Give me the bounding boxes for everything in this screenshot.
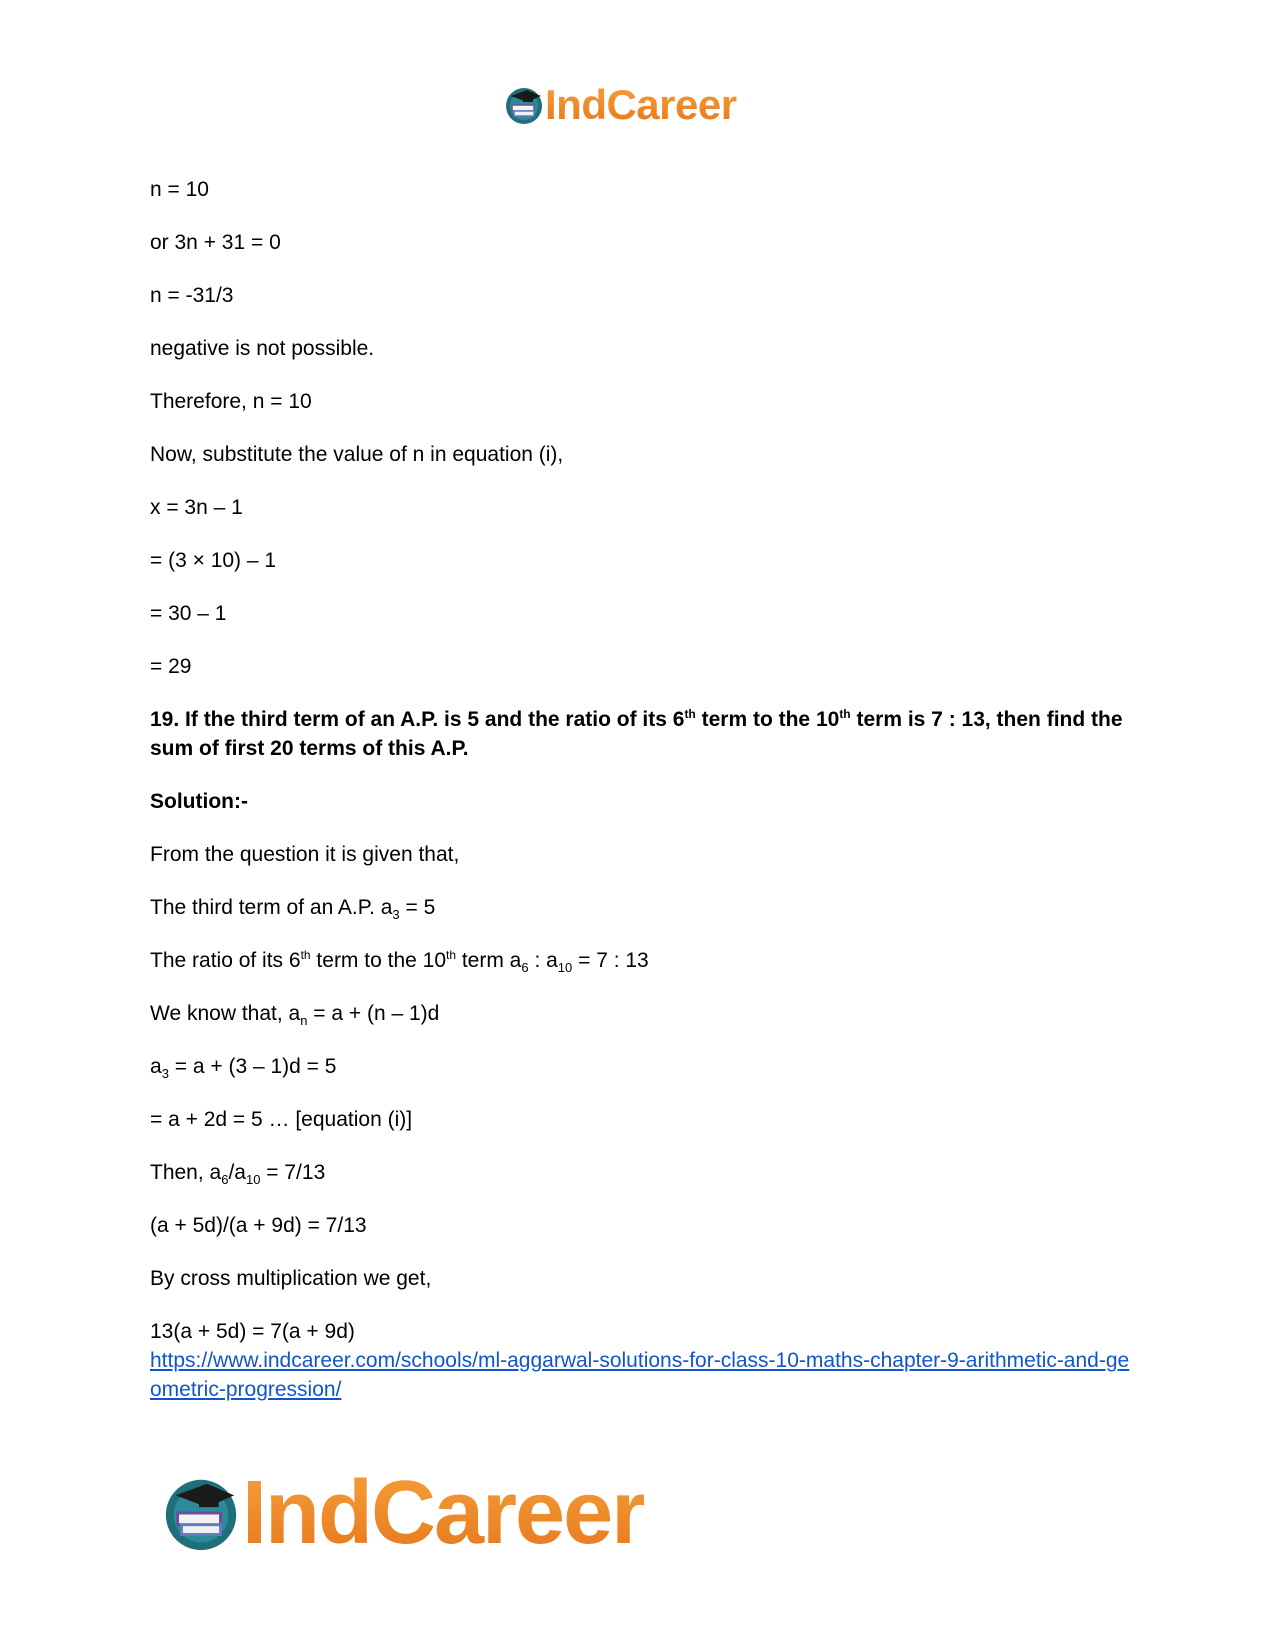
subscript: 3 xyxy=(392,907,400,923)
subscript: 6 xyxy=(221,1172,229,1188)
text-line xyxy=(150,893,435,922)
text-line: x = 3n – 1 xyxy=(150,496,243,519)
source-link[interactable]: https://www.indcareer.com/schools/ml-aggarwal-solutions-for-class-10-maths-chapter-9-arithmetic-and-geometric-progression/ xyxy=(150,1349,1130,1401)
subscript: 6 xyxy=(521,960,529,976)
superscript: th xyxy=(300,948,311,962)
text-segment: The third term of an A.P. a xyxy=(150,896,393,919)
subscript: 10 xyxy=(557,960,573,976)
text-segment: /a xyxy=(228,1161,246,1184)
superscript: th xyxy=(446,948,457,962)
text-segment: term a xyxy=(456,949,522,972)
graduation-globe-icon xyxy=(503,84,545,126)
text-line xyxy=(150,946,649,975)
subscript: 3 xyxy=(161,1066,169,1082)
text-line: = a + 2d = 5 … [equation (i)] xyxy=(150,1108,413,1131)
text-segment: = 7 : 13 xyxy=(572,949,649,972)
logo-wordmark: IndCareer xyxy=(545,81,737,128)
text-segment: a xyxy=(150,1055,162,1078)
text-line: By cross multiplication we get, xyxy=(150,1267,432,1290)
text-line xyxy=(150,1052,336,1081)
text-line: = 29 xyxy=(150,655,192,678)
text-line: Therefore, n = 10 xyxy=(150,390,312,413)
text-line: negative is not possible. xyxy=(150,337,375,360)
text-segment: Then, a xyxy=(150,1161,222,1184)
text-line xyxy=(150,999,439,1028)
text-line: From the question it is given that, xyxy=(150,843,460,866)
text-line xyxy=(150,1158,325,1187)
text-segment: The ratio of its 6 xyxy=(150,949,301,972)
text-segment: term to the 10 xyxy=(310,949,446,972)
superscript: th xyxy=(684,707,696,721)
question-text: 19. If the third term of an A.P. is 5 and the ratio of its 6 xyxy=(150,708,685,731)
text-line: (a + 5d)/(a + 9d) = 7/13 xyxy=(150,1214,367,1237)
text-segment: = a + (n – 1)d xyxy=(307,1002,440,1025)
text-line: or 3n + 31 = 0 xyxy=(150,231,281,254)
text-segment: = 7/13 xyxy=(260,1161,326,1184)
text-line: n = 10 xyxy=(150,178,209,201)
text-segment: = a + (3 – 1)d = 5 xyxy=(168,1055,337,1078)
header-logo xyxy=(503,80,737,130)
footer-logo xyxy=(160,1462,645,1563)
subscript: 10 xyxy=(245,1172,261,1188)
text-segment: : a xyxy=(528,949,558,972)
subscript: n xyxy=(300,1013,308,1029)
text-line: 13(a + 5d) = 7(a + 9d) xyxy=(150,1320,355,1343)
solution-label: Solution:- xyxy=(150,790,248,813)
text-line: = 30 – 1 xyxy=(150,602,227,625)
text-segment: = 5 xyxy=(399,896,436,919)
text-line: Now, substitute the value of n in equation (i), xyxy=(150,443,564,466)
question-text: term to the 10 xyxy=(695,708,840,731)
text-line: n = -31/3 xyxy=(150,284,234,307)
question-heading xyxy=(150,705,1130,763)
question-text: term is 7 : 13, then find the sum of first 20 terms of this A.P. xyxy=(150,708,1123,760)
text-segment: We know that, a xyxy=(150,1002,301,1025)
graduation-globe-icon xyxy=(160,1472,242,1554)
superscript: th xyxy=(839,707,851,721)
logo-wordmark: IndCareer xyxy=(242,1462,645,1563)
text-line: = (3 × 10) – 1 xyxy=(150,549,277,572)
